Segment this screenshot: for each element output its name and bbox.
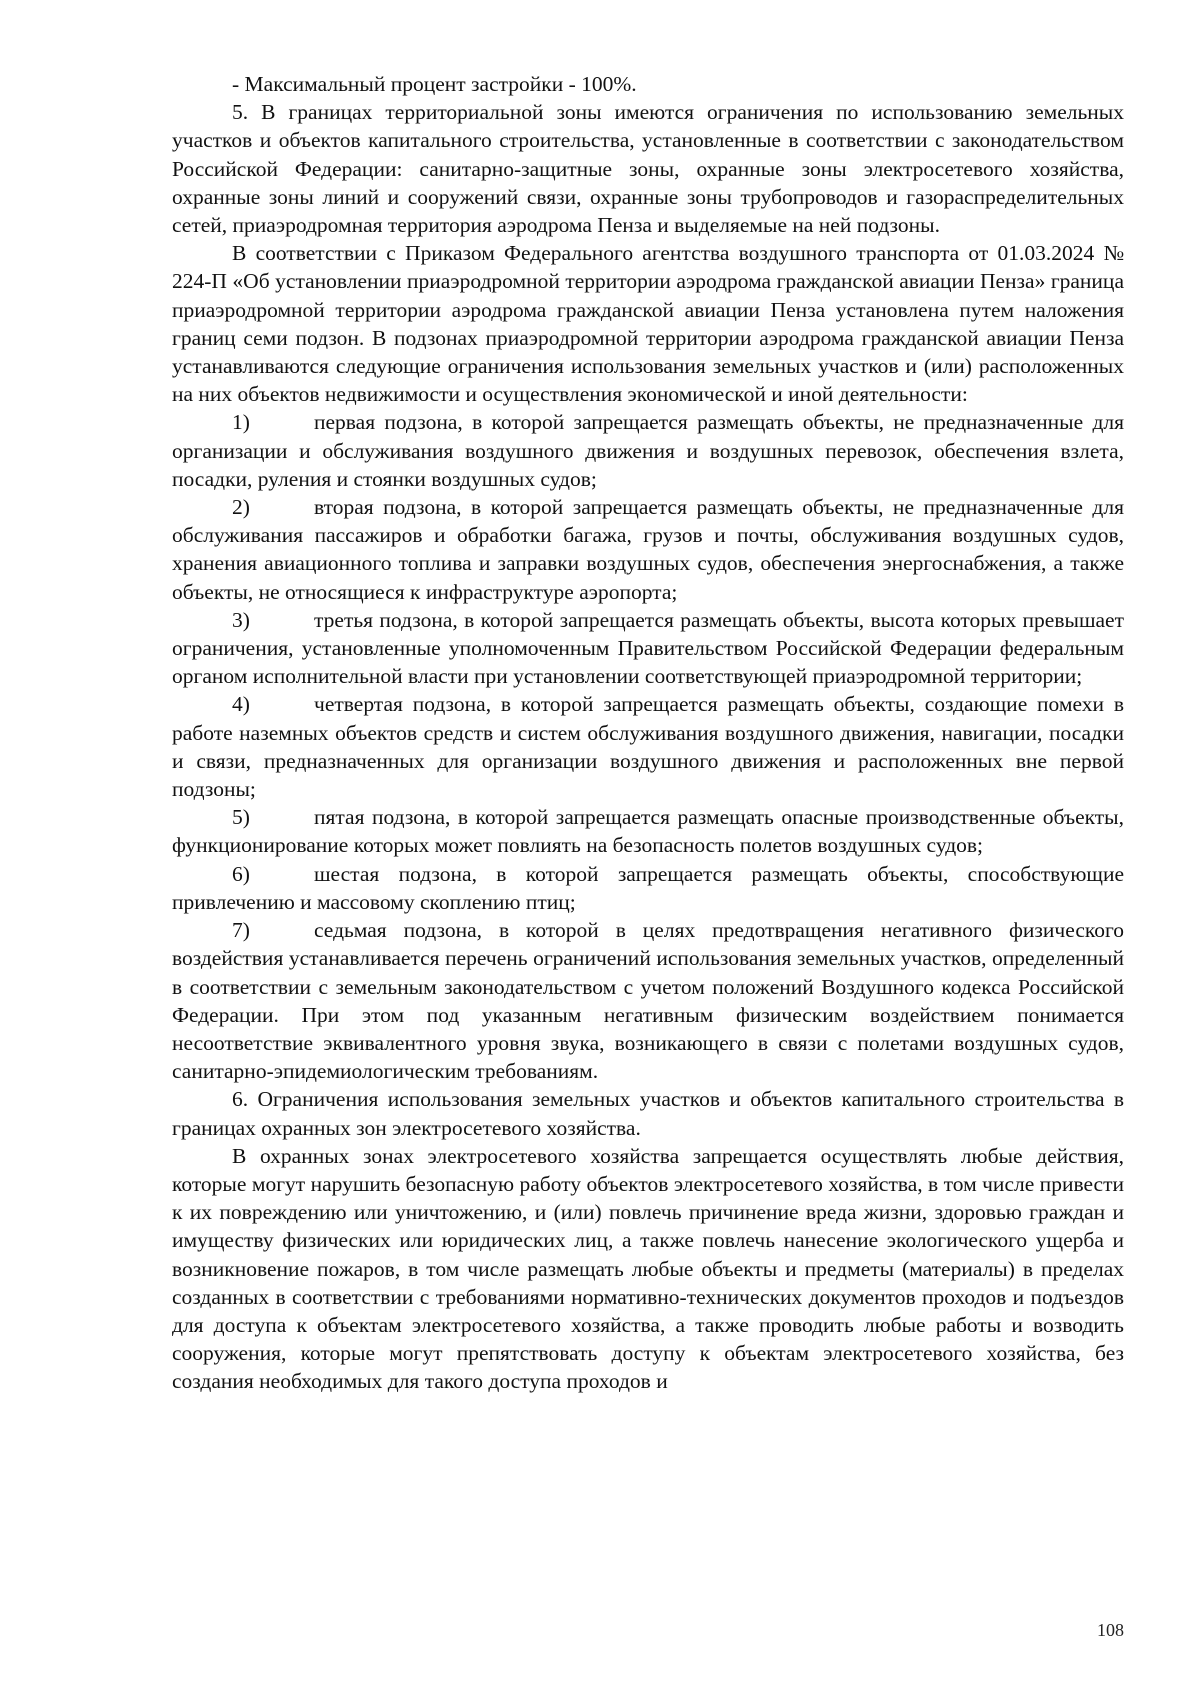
subzone-number: 6) — [232, 861, 250, 886]
subzone-number: 5) — [232, 805, 250, 830]
subzone-item-7 — [172, 916, 1124, 1085]
subzone-number: 4) — [232, 692, 250, 717]
subzone-text: четвертая подзона, в которой запрещается размещать объекты, создающие помехи в работе наземных объектов средств и систем обслуживания воздушного движения, навигации, посадки и связи, предназначенных для организации воздушного движения и расположенных вне первой подзоны; — [172, 692, 1124, 802]
subzone-text: шестая подзона, в которой запрещается размещать объекты, способствующие привлечению и массовому скоплению птиц; — [172, 861, 1124, 914]
subzone-item-6 — [172, 860, 1124, 916]
subzone-item-1 — [172, 408, 1124, 493]
subzone-item-5 — [172, 803, 1124, 859]
subzone-text: вторая подзона, в которой запрещается размещать объекты, не предназначенные для обслуживания пассажиров и обработки багажа, грузов и почты, обслуживания воздушных судов, хранения авиационного топлива и заправки воздушных судов, обеспечения энергоснабжения, а также объекты, не относящиеся к инфраструктуре аэропорта; — [172, 495, 1124, 604]
subzone-number: 3) — [232, 607, 250, 632]
paragraph-power-grid-restrictions: 6. Ограничения использования земельных участков и объектов капитального строительства в границах охранных зон электросетевого хозяйства. — [172, 1087, 1124, 1140]
subzone-item-2 — [172, 493, 1124, 606]
paragraph-power-grid-prohibitions: В охранных зонах электросетевого хозяйства запрещается осуществлять любые действия, которые могут нарушить безопасную работу объектов электросетевого хозяйства, в том числе привести к их повреждению или уничтожению, и (или) повлечь причинение вреда жизни, здоровью граждан и имуществу физических или юридических лиц, а также повлечь нанесение экологического ущерба и возникновение пожаров, в том числе размещать любые объекты и предметы (материалы) в пределах созданных в соответствии с требованиями нормативно-технических документов проходов и подъездов для доступа к объектам электросетевого хозяйства, а также проводить любые работы и возводить сооружения, которые могут препятствовать доступу к объектам электросетевого хозяйства, без создания необходимых для такого доступа проходов и — [172, 1143, 1124, 1394]
document-page — [172, 70, 1124, 1396]
subzone-number: 2) — [232, 495, 250, 520]
subzone-text: третья подзона, в которой запрещается размещать объекты, высота которых превышает ограничения, установленные уполномоченным Правительством Российской Федерации федеральным органом исполнительной власти при установлении соответствующей приаэродромной территории; — [172, 607, 1124, 689]
subzone-text: седьмая подзона, в которой в целях предотвращения негативного физического воздействия устанавливается перечень ограничений использования земельных участков, определенный в соответствии с земельным законодательством с учетом положений Воздушного кодекса Российской Федерации. При этом под указанным негативным физическим воздействием понимается несоответствие эквивалентного уровня звука, возникающего в связи с полетами воздушных судов, санитарно-эпидемиологическим требованиям. — [172, 918, 1124, 1084]
paragraph-aerodrome-order: В соответствии с Приказом Федерального агентства воздушного транспорта от 01.03.2024 № 224-П «Об установлении приаэродромной территории аэродрома гражданской авиации Пенза» граница приаэродромной территории аэродрома гражданской авиации Пенза установлена путем наложения границ семи подзон. В подзонах приаэродромной территории аэродрома гражданской авиации Пенза устанавливаются следующие ограничения использования земельных участков и (или) расположенных на них объектов недвижимости и осуществления экономической и иной деятельности: — [172, 241, 1124, 407]
subzone-number: 1) — [232, 410, 250, 435]
subzone-item-4 — [172, 690, 1124, 803]
subzone-number: 7) — [232, 918, 250, 943]
subzone-text: первая подзона, в которой запрещается размещать объекты, не предназначенные для организации и обслуживания воздушного движения и воздушных перевозок, обеспечения взлета, посадки, руления и стоянки воздушных судов; — [172, 410, 1124, 491]
subzone-text: пятая подзона, в которой запрещается размещать опасные производственные объекты, функционирование которых может повлиять на безопасность полетов воздушных судов; — [172, 805, 1124, 858]
paragraph-territorial-zone-restrictions: 5. В границах территориальной зоны имеются ограничения по использованию земельных участков и объектов капитального строительства, установленные в соответствии с законодательством Российской Федерации: санитарно-защитные зоны, охранные зоны электросетевого хозяйства, охранные зоны линий и сооружений связи, охранные зоны трубопроводов и газораспределительных сетей, приаэродромная территория аэродрома Пенза и выделяемые на ней подзоны. — [172, 100, 1124, 238]
subzone-item-3 — [172, 606, 1124, 691]
page-number: 108 — [1097, 1620, 1124, 1640]
paragraph-max-building-percent: - Максимальный процент застройки - 100%. — [232, 72, 637, 96]
